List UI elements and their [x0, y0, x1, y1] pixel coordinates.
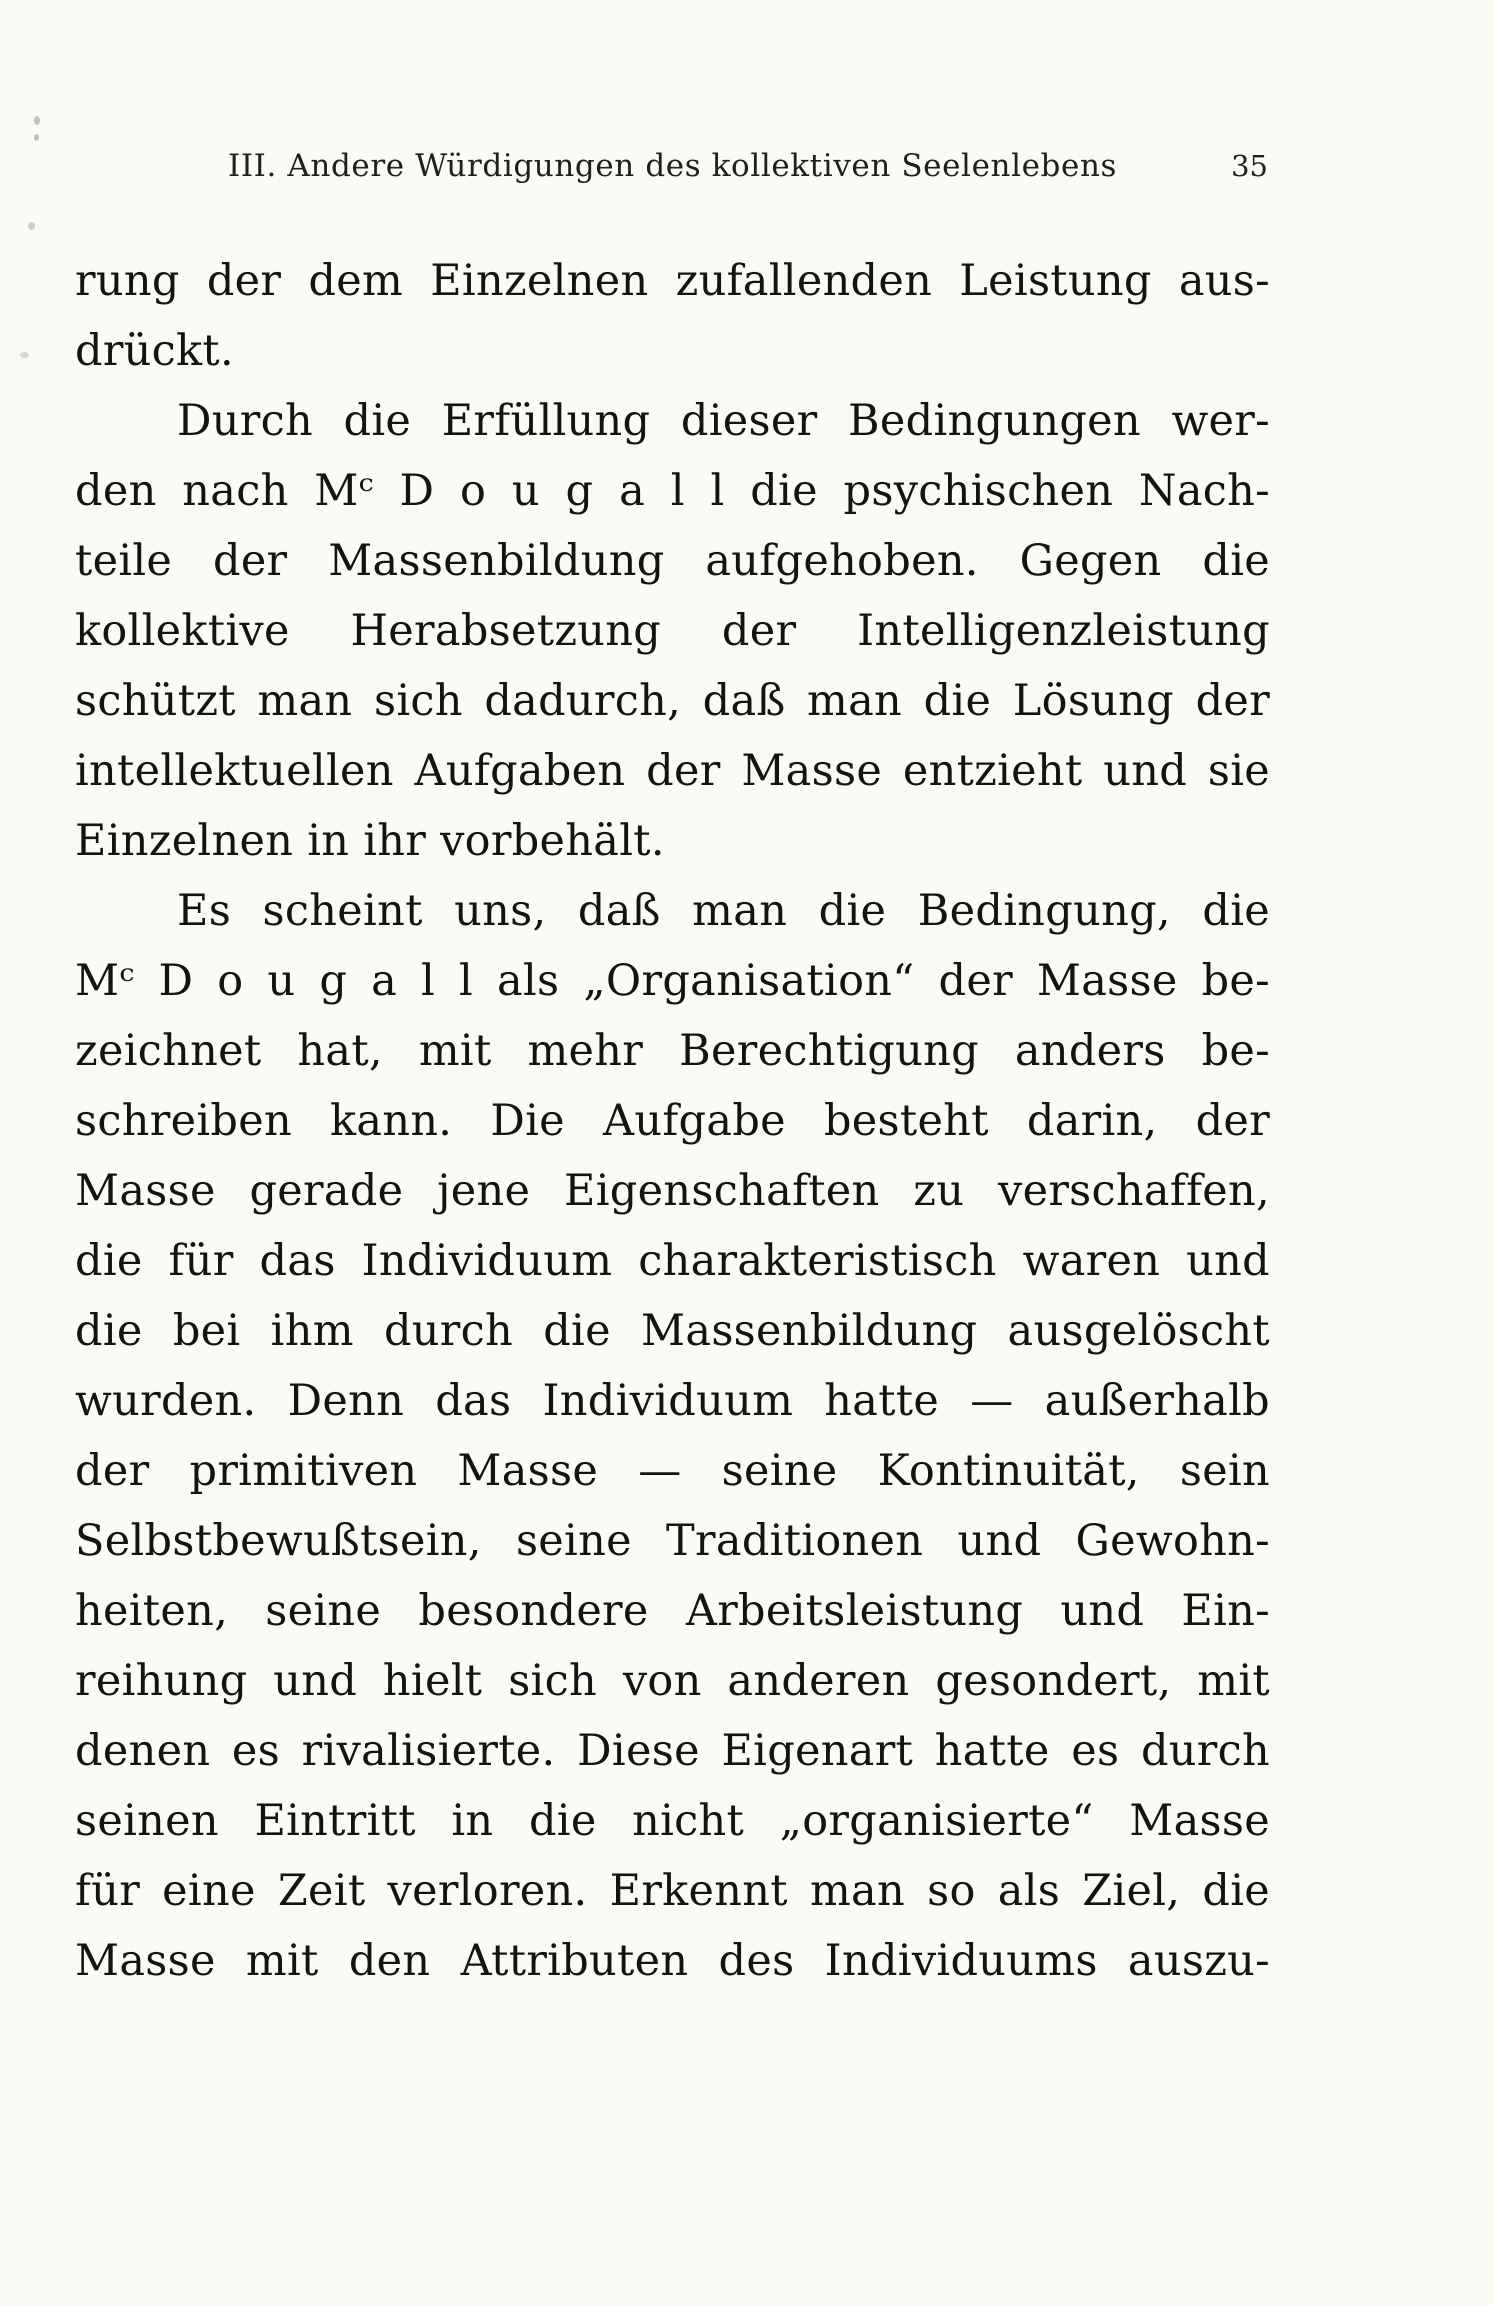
scan-speck — [34, 116, 40, 125]
text-line: die für das Individuum charakteristisch waren und — [75, 1236, 1270, 1286]
scan-speck — [20, 352, 29, 358]
text-line: schreiben kann. Die Aufgabe besteht darin, der — [75, 1096, 1270, 1146]
text-line: Mᶜ D o u g a l l als „Organisation“ der Masse be- — [75, 956, 1270, 1006]
text-line: Es scheint uns, daß man die Bedingung, die — [177, 886, 1270, 936]
text-line: den nach Mᶜ D o u g a l l die psychischen Nach- — [75, 466, 1270, 516]
text-line: Durch die Erfüllung dieser Bedingungen wer- — [177, 396, 1270, 446]
text-line: drückt. — [75, 326, 234, 376]
running-head-title: III. Andere Würdigungen des kollektiven Seelenlebens — [227, 148, 1118, 184]
body-text-block — [75, 246, 1270, 1996]
text-line: Einzelnen in ihr vorbehält. — [75, 816, 665, 866]
text-line: Selbstbewußtsein, seine Traditionen und Gewohn- — [75, 1516, 1270, 1566]
page-number: 35 — [1231, 149, 1268, 183]
text-line: Masse gerade jene Eigenschaften zu verschaffen, — [75, 1166, 1270, 1216]
text-line: der primitiven Masse — seine Kontinuität, sein — [75, 1446, 1270, 1496]
text-line: die bei ihm durch die Massenbildung ausgelöscht — [75, 1306, 1270, 1356]
text-line: seinen Eintritt in die nicht „organisierte“ Masse — [75, 1796, 1270, 1846]
scan-speck — [34, 134, 39, 141]
text-line: denen es rivalisierte. Diese Eigenart hatte es durch — [75, 1726, 1270, 1776]
text-line: kollektive Herabsetzung der Intelligenzleistung — [75, 606, 1270, 656]
text-line: teile der Massenbildung aufgehoben. Gegen die — [75, 536, 1270, 586]
text-line: wurden. Denn das Individuum hatte — außerhalb — [75, 1376, 1270, 1426]
text-line: schützt man sich dadurch, daß man die Lösung der — [75, 676, 1270, 726]
page-header — [75, 148, 1270, 192]
scan-speck — [28, 222, 35, 230]
text-line: zeichnet hat, mit mehr Berechtigung anders be- — [75, 1026, 1270, 1076]
text-line: reihung und hielt sich von anderen gesondert, mit — [75, 1656, 1270, 1706]
text-line: Masse mit den Attributen des Individuums auszu- — [75, 1936, 1270, 1986]
text-line: für eine Zeit verloren. Erkennt man so als Ziel, die — [75, 1866, 1270, 1916]
text-line: heiten, seine besondere Arbeitsleistung und Ein- — [75, 1586, 1270, 1636]
text-line: rung der dem Einzelnen zufallenden Leistung aus- — [75, 256, 1270, 306]
text-line: intellektuellen Aufgaben der Masse entzieht und sie — [75, 746, 1270, 796]
